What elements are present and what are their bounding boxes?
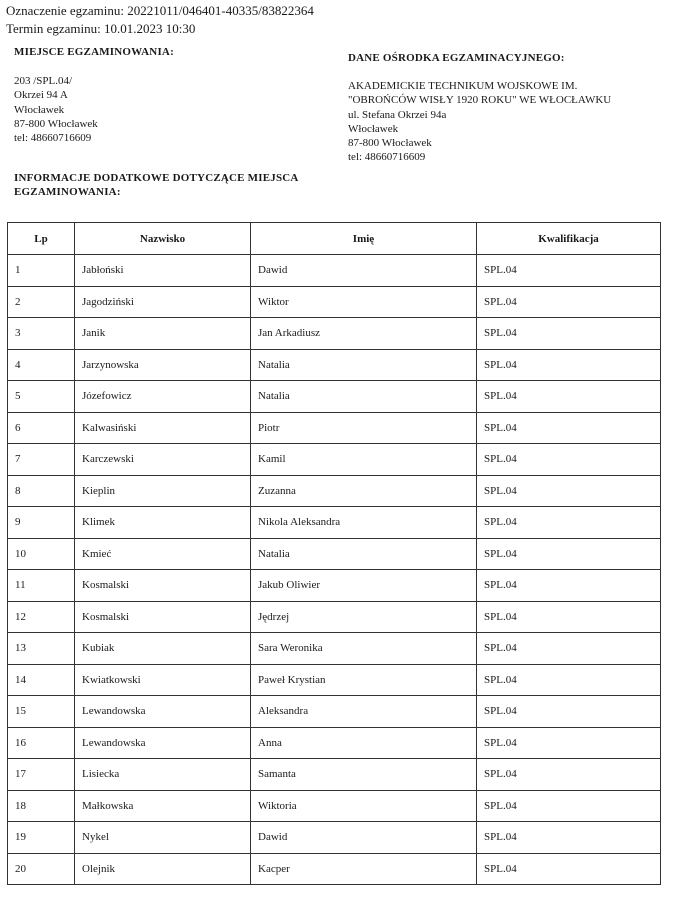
cell-surname: Lisiecka [75, 759, 251, 791]
cell-qualification: SPL.04 [477, 349, 661, 381]
additional-info-title-line: INFORMACJE DODATKOWE DOTYCZĄCE MIEJSCA [14, 172, 299, 184]
cell-surname: Lewandowska [75, 727, 251, 759]
cell-qualification: SPL.04 [477, 633, 661, 665]
cell-qualification: SPL.04 [477, 318, 661, 350]
table-row [8, 286, 661, 318]
place-line: tel: 48660716609 [14, 132, 92, 145]
table-row [8, 727, 661, 759]
cell-lp: 11 [8, 570, 75, 602]
cell-lp: 10 [8, 538, 75, 570]
center-line: "OBROŃCÓW WISŁY 1920 ROKU" WE WŁOCŁAWKU [348, 94, 612, 107]
cell-lp: 16 [8, 727, 75, 759]
exam-code-line [6, 3, 314, 19]
cell-surname: Karczewski [75, 444, 251, 476]
exam-code-label: Oznaczenie egzaminu: [6, 3, 125, 18]
cell-qualification: SPL.04 [477, 475, 661, 507]
cell-surname: Kieplin [75, 475, 251, 507]
cell-surname: Nykel [75, 822, 251, 854]
table-row [8, 601, 661, 633]
cell-surname: Kubiak [75, 633, 251, 665]
cell-first-name: Nikola Aleksandra [251, 507, 477, 539]
cell-qualification: SPL.04 [477, 286, 661, 318]
table-row [8, 412, 661, 444]
cell-lp: 4 [8, 349, 75, 381]
cell-qualification: SPL.04 [477, 696, 661, 728]
exam-place-title: MIEJSCE EGZAMINOWANIA: [14, 46, 174, 58]
cell-qualification: SPL.04 [477, 444, 661, 476]
cell-qualification: SPL.04 [477, 790, 661, 822]
cell-lp: 12 [8, 601, 75, 633]
additional-info-title-line: EGZAMINOWANIA: [14, 186, 121, 198]
cell-first-name: Sara Weronika [251, 633, 477, 665]
cell-first-name: Natalia [251, 381, 477, 413]
cell-first-name: Dawid [251, 255, 477, 287]
cell-first-name: Jan Arkadiusz [251, 318, 477, 350]
table-header-row [8, 223, 661, 255]
table-row [8, 853, 661, 885]
cell-lp: 19 [8, 822, 75, 854]
cell-first-name: Piotr [251, 412, 477, 444]
header-first-name: Imię [251, 223, 477, 255]
cell-surname: Kmieć [75, 538, 251, 570]
cell-lp: 9 [8, 507, 75, 539]
cell-lp: 18 [8, 790, 75, 822]
place-line: 203 /SPL.04/ [14, 75, 73, 87]
cell-surname: Jagodziński [75, 286, 251, 318]
table-row [8, 349, 661, 381]
cell-qualification: SPL.04 [477, 727, 661, 759]
table-row [8, 507, 661, 539]
cell-lp: 20 [8, 853, 75, 885]
cell-lp: 13 [8, 633, 75, 665]
place-line: Okrzei 94 A [14, 89, 68, 102]
cell-first-name: Wiktor [251, 286, 477, 318]
exam-date: 10.01.2023 10:30 [104, 21, 196, 36]
table-row [8, 475, 661, 507]
cell-qualification: SPL.04 [477, 538, 661, 570]
header-surname: Nazwisko [75, 223, 251, 255]
cell-surname: Jarzynowska [75, 349, 251, 381]
table-row [8, 633, 661, 665]
cell-qualification: SPL.04 [477, 570, 661, 602]
cell-lp: 5 [8, 381, 75, 413]
cell-lp: 15 [8, 696, 75, 728]
cell-lp: 14 [8, 664, 75, 696]
cell-lp: 17 [8, 759, 75, 791]
center-line: tel: 48660716609 [348, 151, 426, 164]
cell-qualification: SPL.04 [477, 255, 661, 287]
table-row [8, 664, 661, 696]
cell-first-name: Natalia [251, 538, 477, 570]
cell-qualification: SPL.04 [477, 759, 661, 791]
cell-lp: 2 [8, 286, 75, 318]
cell-lp: 6 [8, 412, 75, 444]
cell-first-name: Wiktoria [251, 790, 477, 822]
cell-first-name: Paweł Krystian [251, 664, 477, 696]
table-row [8, 822, 661, 854]
center-line: 87-800 Włocławek [348, 137, 432, 150]
table-row [8, 318, 661, 350]
cell-lp: 8 [8, 475, 75, 507]
header-lp: Lp [8, 223, 75, 255]
cell-qualification: SPL.04 [477, 412, 661, 444]
center-line: Włocławek [348, 122, 399, 135]
cell-first-name: Samanta [251, 759, 477, 791]
table-row [8, 444, 661, 476]
cell-lp: 3 [8, 318, 75, 350]
cell-surname: Józefowicz [75, 381, 251, 413]
cell-surname: Jabłoński [75, 255, 251, 287]
table-row [8, 696, 661, 728]
cell-first-name: Aleksandra [251, 696, 477, 728]
cell-first-name: Zuzanna [251, 475, 477, 507]
cell-surname: Olejnik [75, 853, 251, 885]
cell-first-name: Anna [251, 727, 477, 759]
table-row [8, 759, 661, 791]
cell-first-name: Kamil [251, 444, 477, 476]
cell-surname: Kosmalski [75, 570, 251, 602]
exam-place-address [14, 74, 98, 145]
cell-lp: 1 [8, 255, 75, 287]
cell-qualification: SPL.04 [477, 381, 661, 413]
cell-first-name: Dawid [251, 822, 477, 854]
exam-date-line [6, 21, 195, 37]
cell-qualification: SPL.04 [477, 507, 661, 539]
cell-qualification: SPL.04 [477, 601, 661, 633]
center-line: AKADEMICKIE TECHNIKUM WOJSKOWE IM. [348, 80, 578, 92]
place-line: Włocławek [14, 103, 65, 116]
cell-surname: Kalwasiński [75, 412, 251, 444]
exam-center-title: DANE OŚRODKA EGZAMINACYJNEGO: [348, 52, 565, 64]
cell-qualification: SPL.04 [477, 664, 661, 696]
header-qualification: Kwalifikacja [477, 223, 661, 255]
exam-code: 20221011/046401-40335/83822364 [127, 3, 314, 18]
cell-first-name: Jakub Oliwier [251, 570, 477, 602]
table-row [8, 570, 661, 602]
cell-surname: Kwiatkowski [75, 664, 251, 696]
candidates-table [7, 222, 661, 885]
cell-first-name: Natalia [251, 349, 477, 381]
place-line: 87-800 Włocławek [14, 117, 98, 130]
cell-surname: Janik [75, 318, 251, 350]
additional-info-title [14, 171, 299, 199]
cell-surname: Kosmalski [75, 601, 251, 633]
cell-surname: Klimek [75, 507, 251, 539]
table-row [8, 255, 661, 287]
table-row [8, 790, 661, 822]
cell-first-name: Jędrzej [251, 601, 477, 633]
cell-qualification: SPL.04 [477, 853, 661, 885]
cell-surname: Małkowska [75, 790, 251, 822]
table-row [8, 538, 661, 570]
cell-surname: Lewandowska [75, 696, 251, 728]
center-line: ul. Stefana Okrzei 94a [348, 108, 447, 121]
exam-center-address [348, 79, 611, 165]
cell-first-name: Kacper [251, 853, 477, 885]
table-row [8, 381, 661, 413]
exam-date-label: Termin egzaminu: [6, 21, 101, 36]
cell-lp: 7 [8, 444, 75, 476]
cell-qualification: SPL.04 [477, 822, 661, 854]
